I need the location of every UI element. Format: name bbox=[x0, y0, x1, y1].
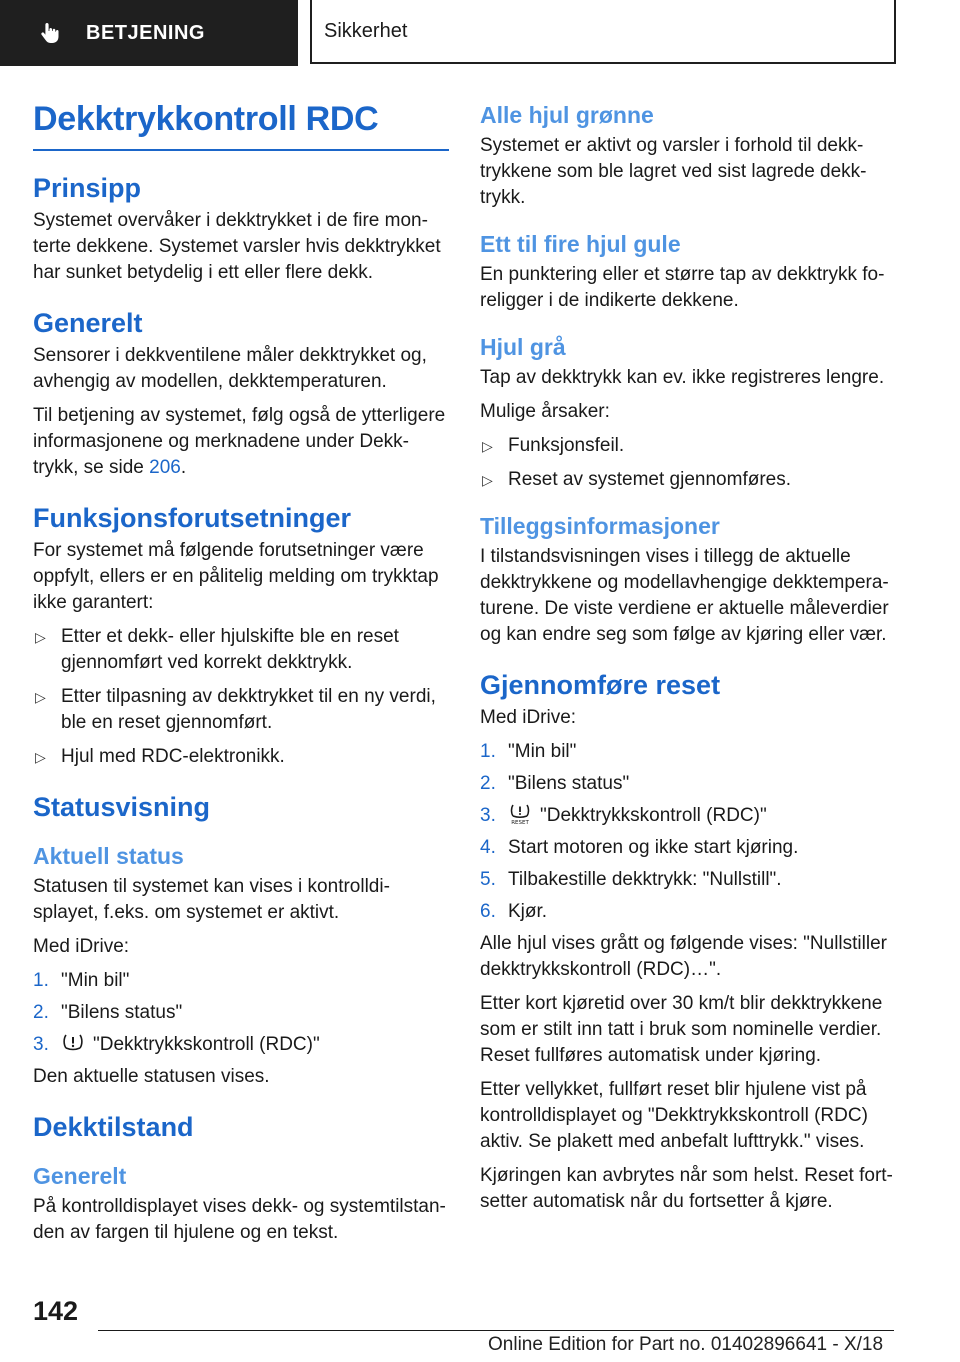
idrive-label: Med iDrive: bbox=[33, 936, 130, 957]
tire-reset-icon bbox=[508, 803, 532, 825]
left-column bbox=[33, 100, 449, 1254]
step-number: 1. bbox=[33, 970, 49, 991]
triangle-bullet-icon: ▷ bbox=[35, 689, 46, 705]
step-number: 3. bbox=[33, 1034, 49, 1055]
step-text: "Bilens status" bbox=[508, 773, 630, 794]
step-text: Start motoren og ikke start kjøring. bbox=[508, 837, 799, 858]
list-item-text: Reset av systemet gjennomføres. bbox=[508, 469, 791, 490]
step-number: 1. bbox=[480, 741, 496, 762]
paragraph-generelt-1: Sensorer i dekkventilene måler dekktrykket og, avhengig av modellen, dekktemperaturen. bbox=[33, 345, 427, 392]
status-steps bbox=[33, 968, 449, 1058]
list-item bbox=[480, 899, 896, 925]
step-number: 3. bbox=[480, 805, 496, 826]
paragraph-dekktilstand: På kontrolldisplayet vises dekk- og systemtilstan-den av fargen til hjulene og en tekst. bbox=[33, 1196, 446, 1243]
step-text: "Dekktrykkskontroll (RDC)" bbox=[93, 1034, 320, 1055]
list-item bbox=[480, 867, 896, 893]
page-header bbox=[0, 0, 960, 66]
requirements-list bbox=[33, 624, 449, 770]
paragraph-generelt-2-text: Til betjening av systemet, følg også de ytterligere informasjonene og merknadene under Dekk-trykk, se side bbox=[33, 405, 446, 478]
hand-pointer-icon bbox=[38, 21, 62, 45]
paragraph-hjul-gra: Tap av dekktrykk kan ev. ikke registreres lengre. bbox=[480, 367, 885, 388]
step-text: "Min bil" bbox=[508, 741, 577, 762]
paragraph-alle-hjul-gronne: Systemet er aktivt og varsler i forhold til dekk-trykkene som ble lagret ved sist lagrede dekk-trykk. bbox=[480, 135, 867, 208]
list-item bbox=[33, 1000, 449, 1026]
causes-list bbox=[480, 433, 896, 493]
heading-hjul-gra: Hjul grå bbox=[480, 334, 566, 360]
chapter-tab bbox=[310, 0, 896, 64]
tire-pressure-warning-icon bbox=[61, 1032, 85, 1054]
page-title: Dekktrykkontroll RDC bbox=[33, 100, 449, 151]
list-item bbox=[480, 739, 896, 765]
list-item-text: Funksjonsfeil. bbox=[508, 435, 625, 456]
step-text: "Dekktrykkskontroll (RDC)" bbox=[540, 805, 767, 826]
list-item bbox=[480, 771, 896, 797]
list-item bbox=[33, 968, 449, 994]
paragraph-generelt-2 bbox=[33, 403, 449, 481]
paragraph-prinsipp: Systemet overvåker i dekktrykket i de fire mon-terte dekkene. Systemet varsler hvis dekktrykket har sunket betydelig i ett eller flere dekk. bbox=[33, 210, 441, 283]
triangle-bullet-icon: ▷ bbox=[482, 472, 493, 488]
heading-prinsipp: Prinsipp bbox=[33, 173, 142, 203]
list-item-text: Etter et dekk- eller hjulskifte ble en reset gjennomført ved korrekt dekktrykk. bbox=[61, 626, 399, 673]
paragraph-reset-1: Alle hjul vises grått og følgende vises: "Nullstiller dekktrykkskontroll (RDC)…". bbox=[480, 933, 887, 980]
heading-funksjonsforutsetninger: Funksjonsforutsetninger bbox=[33, 503, 352, 533]
list-item bbox=[480, 433, 896, 459]
right-column bbox=[480, 100, 896, 1223]
chapter-label: Sikkerhet bbox=[324, 19, 408, 42]
step-text: "Min bil" bbox=[61, 970, 130, 991]
paragraph-hjul-gule: En punktering eller et større tap av dekktrykk fo-religger i de indikerte dekkene. bbox=[480, 264, 885, 311]
step-number: 5. bbox=[480, 869, 496, 890]
step-text: Tilbakestille dekktrykk: "Nullstill". bbox=[508, 869, 782, 890]
triangle-bullet-icon: ▷ bbox=[35, 629, 46, 645]
triangle-bullet-icon: ▷ bbox=[482, 438, 493, 454]
footer-text: Online Edition for Part no. 01402896641 - X/18 bbox=[488, 1334, 884, 1355]
paragraph-generelt-2-end: . bbox=[180, 457, 187, 478]
paragraph-funksjonsforutsetninger: For systemet må følgende forutsetninger være oppfylt, ellers er en pålitelig melding om trykktap ikke garantert: bbox=[33, 540, 439, 613]
step-number: 6. bbox=[480, 901, 496, 922]
paragraph-reset-2: Etter kort kjøretid over 30 km/t blir dekktrykkene som er stilt inn tatt i bruk som nominelle verdier. Reset fullføres automatisk under kjøring. bbox=[480, 993, 883, 1066]
list-item bbox=[480, 835, 896, 861]
list-item bbox=[33, 624, 449, 676]
paragraph-aktuell-status: Statusen til systemet kan vises i kontrolldi-splayet, f.eks. om systemet er aktivt. bbox=[33, 876, 390, 923]
page-number: 142 bbox=[33, 1296, 79, 1326]
triangle-bullet-icon: ▷ bbox=[35, 749, 46, 765]
heading-alle-hjul-gronne: Alle hjul grønne bbox=[480, 102, 654, 128]
paragraph-arsaker: Mulige årsaker: bbox=[480, 401, 610, 422]
paragraph-reset-4: Kjøringen kan avbrytes når som helst. Reset fort-setter automatisk når du fortsetter å kjøre. bbox=[480, 1165, 893, 1212]
footer-divider bbox=[98, 1330, 894, 1331]
list-item bbox=[480, 467, 896, 493]
reset-steps bbox=[480, 739, 896, 925]
heading-aktuell-status: Aktuell status bbox=[33, 843, 184, 869]
list-item bbox=[480, 803, 896, 829]
paragraph-aktuell-end: Den aktuelle statusen vises. bbox=[33, 1066, 270, 1087]
section-tab bbox=[0, 0, 298, 66]
section-label: BETJENING bbox=[86, 21, 205, 44]
step-number: 2. bbox=[480, 773, 496, 794]
heading-dekktilstand-generelt: Generelt bbox=[33, 1163, 127, 1189]
heading-tilleggsinformasjoner: Tilleggsinformasjoner bbox=[480, 513, 720, 539]
list-item bbox=[33, 744, 449, 770]
svg-text:RESET: RESET bbox=[511, 820, 529, 825]
heading-statusvisning: Statusvisning bbox=[33, 792, 211, 822]
step-text: "Bilens status" bbox=[61, 1002, 183, 1023]
idrive-label: Med iDrive: bbox=[480, 707, 577, 728]
heading-hjul-gule: Ett til fire hjul gule bbox=[480, 231, 681, 257]
heading-generelt: Generelt bbox=[33, 308, 143, 338]
heading-dekktilstand: Dekktilstand bbox=[33, 1112, 194, 1142]
list-item bbox=[33, 684, 449, 736]
list-item-text: Etter tilpasning av dekktrykket til en ny verdi, ble en reset gjennomført. bbox=[61, 686, 436, 733]
heading-gjennomfore-reset: Gjennomføre reset bbox=[480, 670, 721, 700]
page-link-206[interactable]: 206 bbox=[149, 457, 181, 478]
paragraph-reset-3: Etter vellykket, fullført reset blir hjulene vist på kontrolldisplayet og "Dekktrykkskontroll (RDC) aktiv. Se plakett med anbefalt lufttrykk." vises. bbox=[480, 1079, 868, 1152]
step-number: 2. bbox=[33, 1002, 49, 1023]
list-item bbox=[33, 1032, 449, 1058]
step-number: 4. bbox=[480, 837, 496, 858]
paragraph-tilleggsinformasjoner: I tilstandsvisningen vises i tillegg de aktuelle dekktrykkene og modellavhengige dekktempera-turene. De viste verdiene er aktuelle måleverdier og kan endre seg som følge av kjøring eller vær. bbox=[480, 546, 889, 645]
list-item-text: Hjul med RDC-elektronikk. bbox=[61, 746, 285, 767]
step-text: Kjør. bbox=[508, 901, 548, 922]
